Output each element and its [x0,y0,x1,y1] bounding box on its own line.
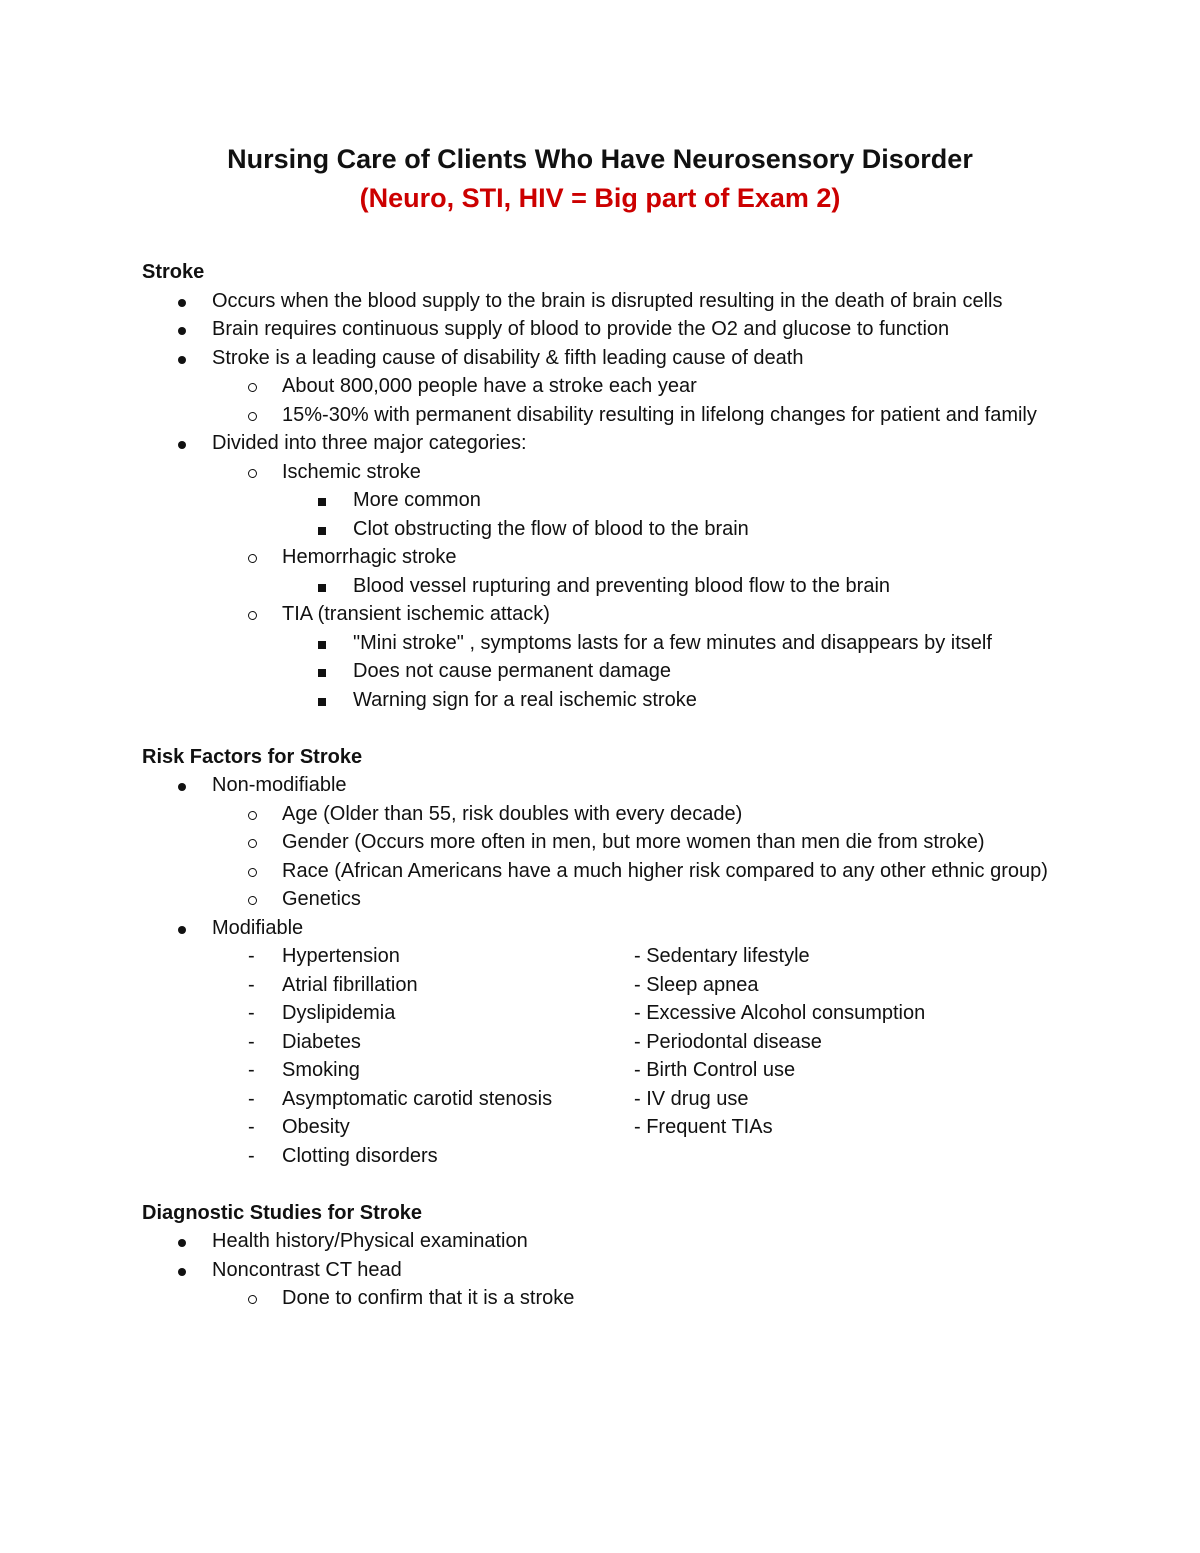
list-item: More common [142,486,1062,515]
list-item: TIA (transient ischemic attack) [142,600,1062,629]
list-item: - Hypertension [142,942,1062,971]
dash-bullet-icon: - [248,1144,255,1167]
circle-bullet-icon [248,469,257,478]
circle-bullet-icon [248,412,257,421]
list-item: - Dyslipidemia [142,999,1062,1028]
list-item: Health history/Physical examination [142,1227,1062,1256]
list-item: Blood vessel rupturing and preventing blood flow to the brain [142,572,1062,601]
document-body [142,258,1062,1313]
list-item: Genetics [142,885,1062,914]
list-item: Warning sign for a real ischemic stroke [142,686,1062,715]
list-item: Done to confirm that it is a stroke [142,1284,1062,1313]
bullet-icon [178,327,186,335]
dash-bullet-icon: - [248,1002,255,1024]
square-bullet-icon [318,669,326,677]
list-item: - Birth Control use [634,1059,796,1081]
bullet-icon [178,441,186,449]
dash-bullet-icon: - [248,1087,255,1110]
section-heading-stroke: Stroke [142,261,205,283]
list-item: - Atrial fibrillation [142,971,1062,1000]
list-item: - Periodontal disease [634,1030,822,1053]
circle-bullet-icon [248,1295,257,1304]
bullet-icon [178,783,186,791]
list-item: - Clotting disorders [142,1142,1062,1171]
dash-bullet-icon: - [248,1116,255,1138]
list-item: Occurs when the blood supply to the brain is disrupted resulting in the death of brain cells [142,287,1062,316]
list-item: Age (Older than 55, risk doubles with every decade) [142,800,1062,829]
square-bullet-icon [318,527,326,535]
square-bullet-icon [318,584,326,592]
dash-bullet-icon: - [248,1059,255,1081]
list-item: - Smoking [142,1056,1062,1085]
list-item: Hemorrhagic stroke [142,543,1062,572]
list-item: Non-modifiable [142,771,1062,800]
list-item: - IV drug use [634,1087,749,1110]
dash-bullet-icon: - [248,1030,255,1053]
list-item: Gender (Occurs more often in men, but more women than men die from stroke) [142,828,1062,857]
circle-bullet-icon [248,811,257,820]
list-item: 15%-30% with permanent disability resulting in lifelong changes for patient and family [142,401,1062,430]
list-item: Ischemic stroke [142,458,1062,487]
section-heading-risk-factors: Risk Factors for Stroke [142,745,363,768]
list-item: - Diabetes [142,1028,1062,1057]
circle-bullet-icon [248,611,257,620]
section-heading-diagnostic-studies: Diagnostic Studies for Stroke [142,1201,423,1224]
list-item: Does not cause permanent damage [142,657,1062,686]
list-item: - Frequent TIAs [634,1116,773,1138]
list-item: Race (African Americans have a much higher risk compared to any other ethnic group) [142,857,1062,886]
circle-bullet-icon [248,868,257,877]
circle-bullet-icon [248,839,257,848]
page-title: Nursing Care of Clients Who Have Neurosensory Disorder [227,144,973,174]
bullet-icon [178,299,186,307]
square-bullet-icon [318,498,326,506]
risk-list [142,771,1062,942]
dash-bullet-icon: - [248,945,255,967]
list-item: Noncontrast CT head [142,1256,1062,1285]
list-item: Modifiable [142,914,1062,943]
bullet-icon [178,356,186,364]
page-subtitle: (Neuro, STI, HIV = Big part of Exam 2) [359,183,841,213]
list-item: - Asymptomatic carotid stenosis [142,1085,1062,1114]
circle-bullet-icon [248,896,257,905]
list-item: "Mini stroke" , symptoms lasts for a few minutes and disappears by itself [142,629,1062,658]
list-item: - Excessive Alcohol consumption [634,1002,926,1024]
modifiable-right-list [634,942,925,1142]
bullet-icon [178,926,186,934]
modifiable-columns [142,942,1062,1170]
dash-bullet-icon: - [248,973,255,996]
circle-bullet-icon [248,383,257,392]
list-item: Stroke is a leading cause of disability & fifth leading cause of death [142,344,1062,373]
list-item: - Sleep apnea [634,973,759,996]
bullet-icon [178,1239,186,1247]
bullet-icon [178,1268,186,1276]
list-item: Divided into three major categories: [142,429,1062,458]
list-item: - Sedentary lifestyle [634,945,810,967]
list-item: - Obesity [142,1113,1062,1142]
list-item: About 800,000 people have a stroke each year [142,372,1062,401]
stroke-list [142,287,1062,715]
list-item: Brain requires continuous supply of blood to provide the O2 and glucose to function [142,315,1062,344]
square-bullet-icon [318,641,326,649]
circle-bullet-icon [248,554,257,563]
list-item: Clot obstructing the flow of blood to the brain [142,515,1062,544]
diagnostic-list [142,1227,1062,1313]
square-bullet-icon [318,698,326,706]
